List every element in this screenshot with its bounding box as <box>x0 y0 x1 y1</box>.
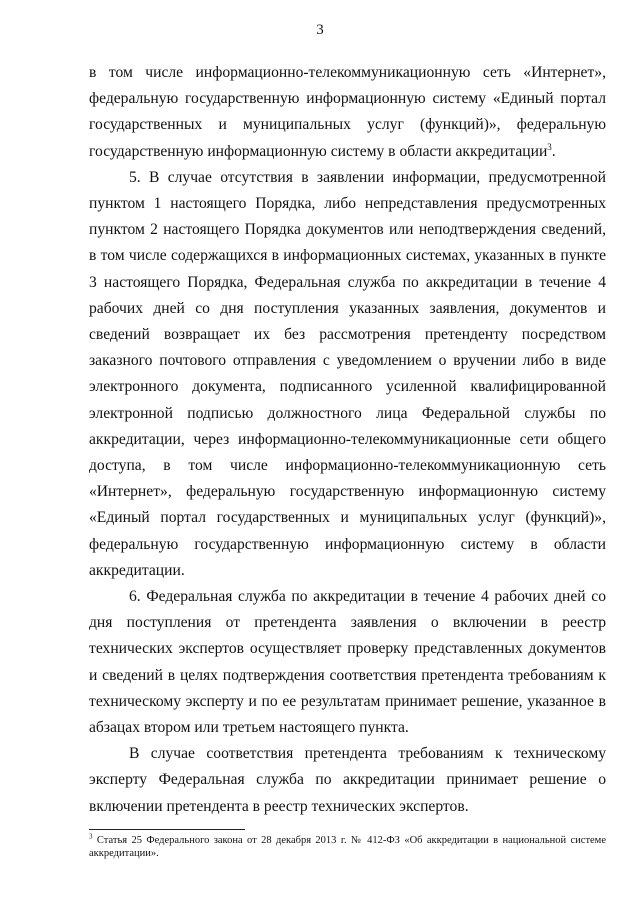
footnote-text: Статья 25 Федерального закона от 28 декабря 2013 г. № 412-ФЗ «Об аккредитации в национальной системе аккредитации». <box>89 835 606 859</box>
footnote <box>89 834 606 860</box>
footnote-separator <box>89 829 245 830</box>
document-body <box>89 60 606 820</box>
paragraph-item-5: 5. В случае отсутствия в заявлении информации, предусмотренной пунктом 1 настоящего Порядка, либо непредставления предусмотренных пунктом 2 настоящего Порядка документов или неподтверждения сведений, в том числе содержащихся в информационных системах, указанных в пункте 3 настоящего Порядка, Федеральная служба по аккредитации в течение 4 рабочих дней со дня поступления указанных заявления, документов и сведений возвращает их без рассмотрения претенденту посредством заказного почтового отправления с уведомлением о вручении либо в виде электронного документа, подписанного усиленной квалифицированной электронной подписью должностного лица Федеральной службы по аккредитации, через информационно-телекоммуникационные сети общего доступа, в том числе информационно-телекоммуникационную сеть «Интернет», федеральную государственную информационную систему «Единый портал государственных и муниципальных услуг (функций)», федеральную государственную информационную систему в области аккредитации. <box>89 168 606 579</box>
footnote-number: 3 <box>89 832 93 841</box>
paragraph-text: в том числе информационно-телекоммуникационную сеть «Интернет», федеральную государственную информационную систему «Единый портал государственных и муниципальных услуг (функций)», федеральную государственную информационную систему в области аккредитации <box>89 64 606 160</box>
page-number: 3 <box>316 22 324 38</box>
paragraph-continuation <box>89 60 606 165</box>
paragraph-item-6: 6. Федеральная служба по аккредитации в течение 4 рабочих дней со дня поступления от претендента заявления о включении в реестр технических экспертов осуществляет проверку представленных документов и сведений в целях подтверждения соответствия претендента требованиям к техническому эксперту и по ее результатам принимает решение, указанное в абзацах втором или третьем настоящего пункта. <box>89 588 606 737</box>
paragraph-decision: В случае соответствия претендента требованиям к техническому эксперту Федеральная служба по аккредитации принимает решение о включении претендента в реестр технических экспертов. <box>89 745 606 815</box>
footnote-reference: 3 <box>547 141 552 152</box>
paragraph-tail: . <box>551 142 556 160</box>
